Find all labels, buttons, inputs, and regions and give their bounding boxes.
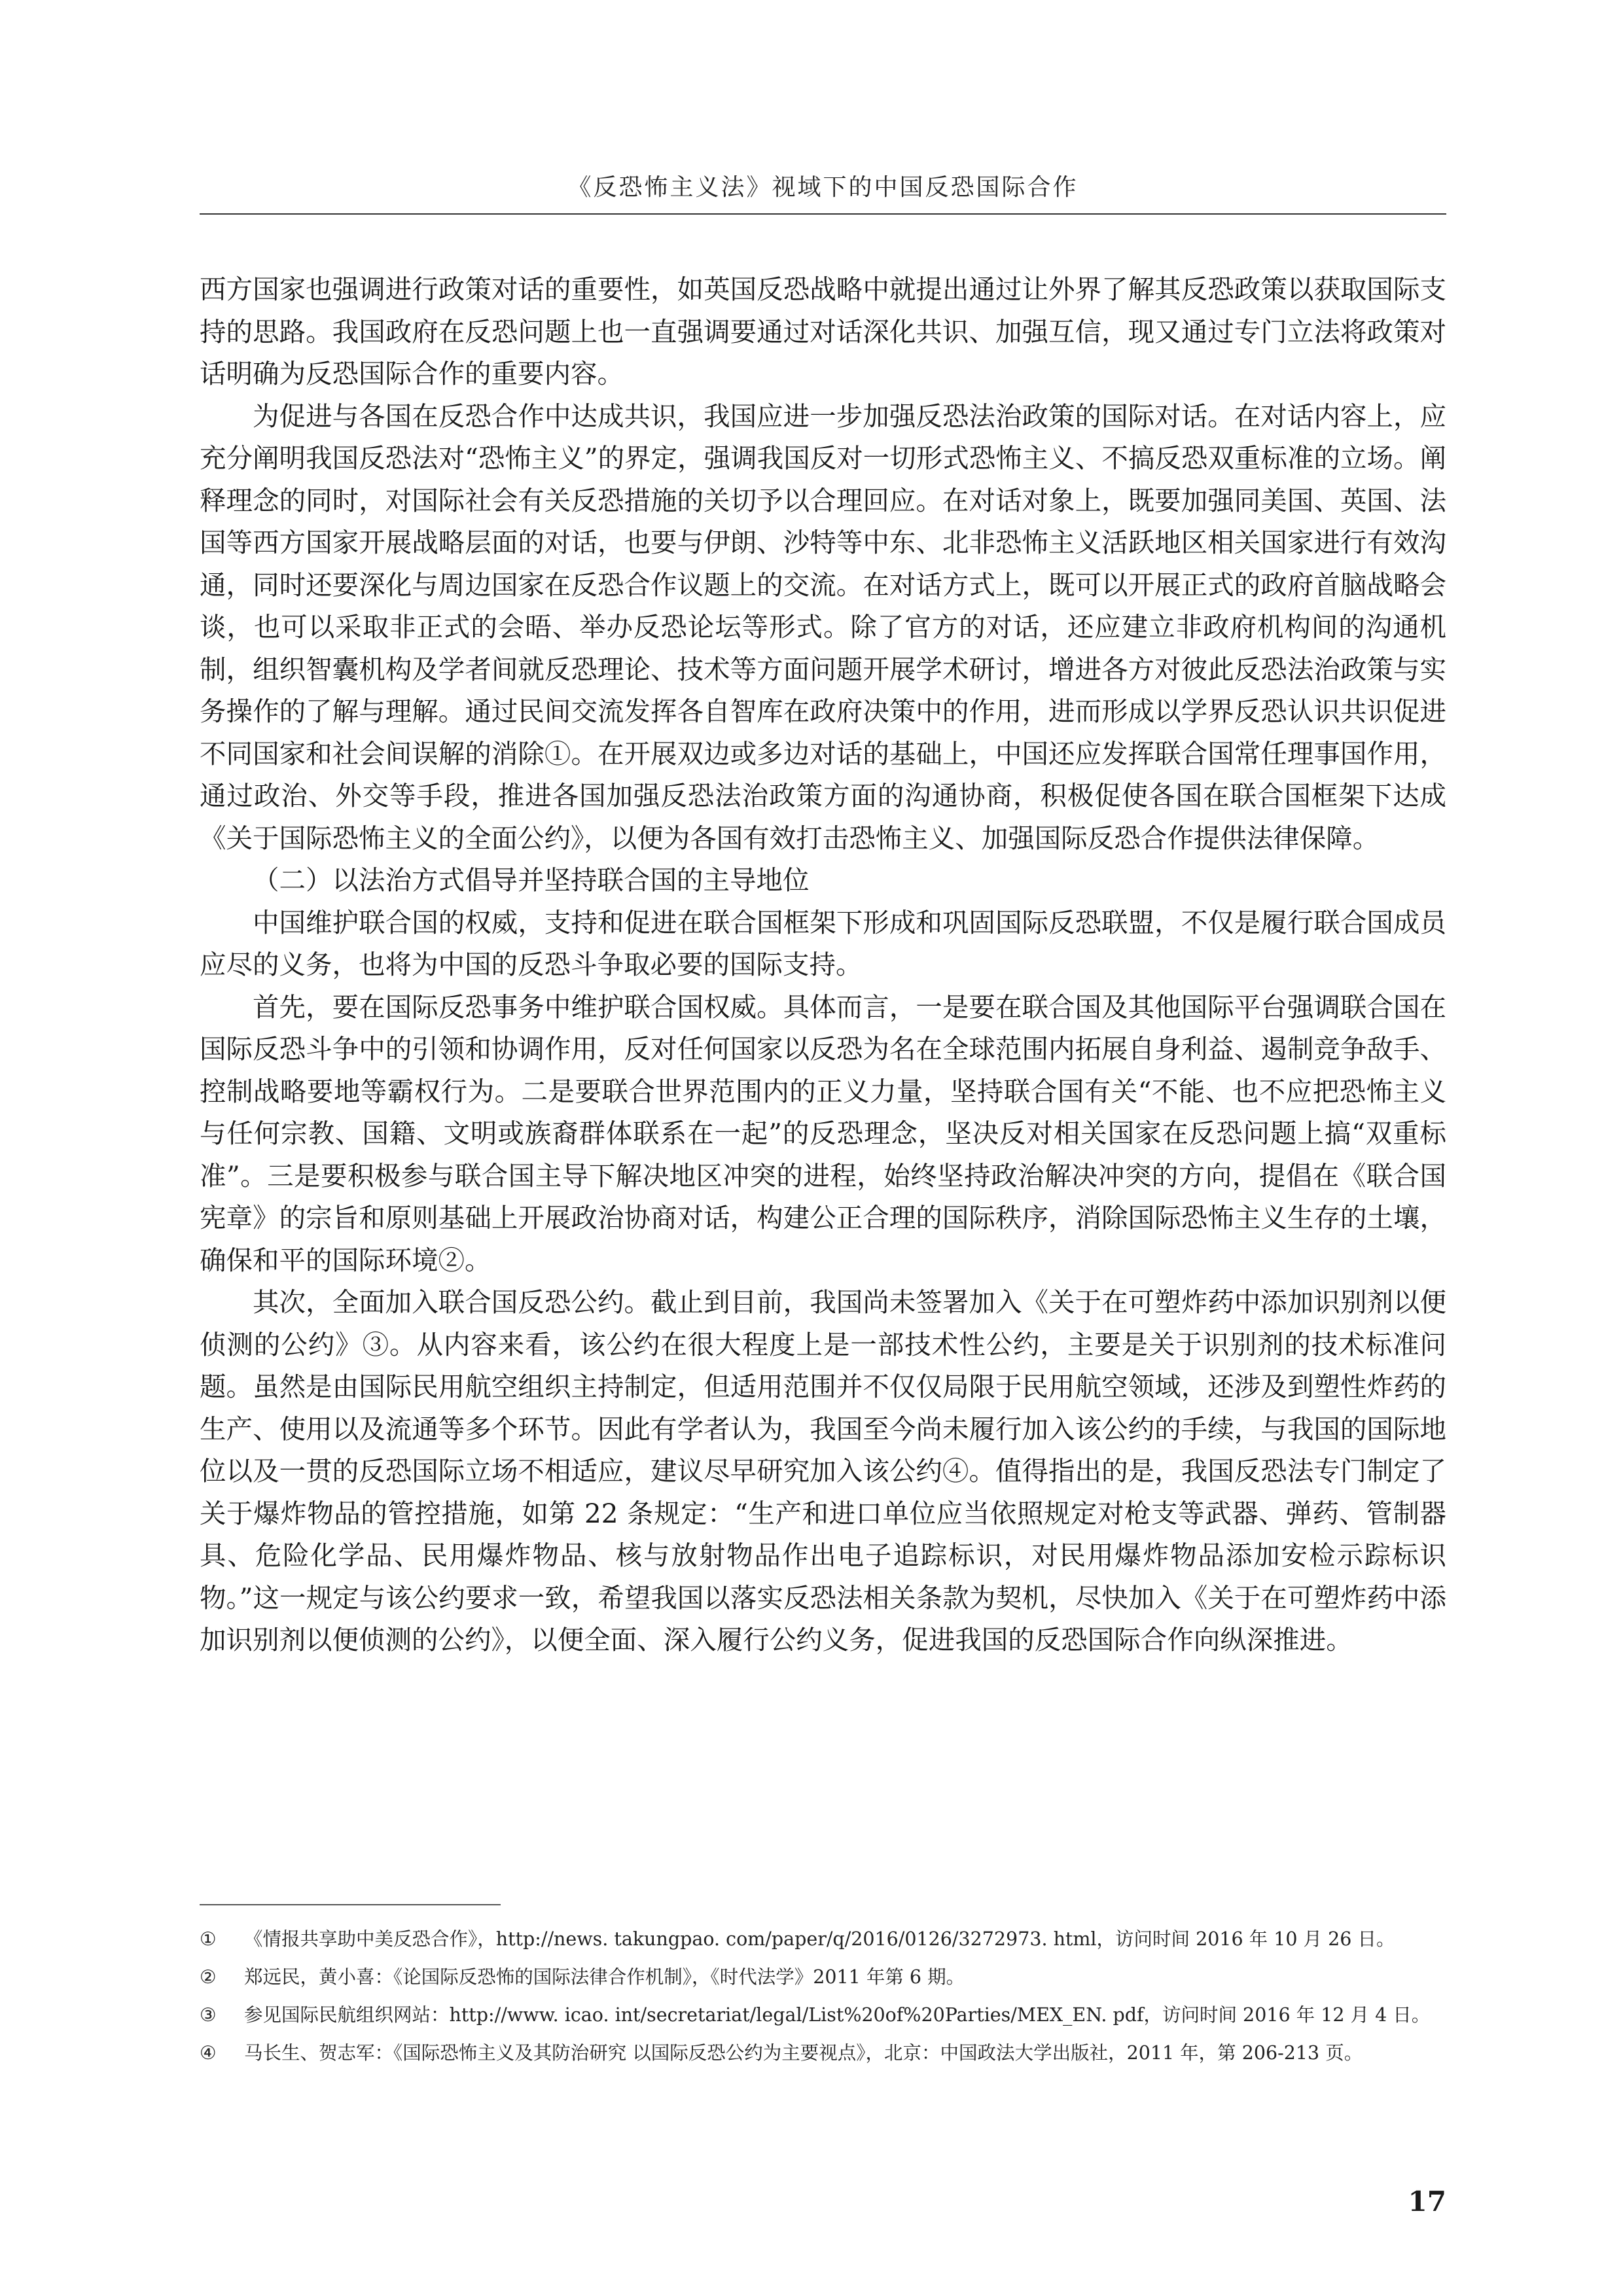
footnote-mark: ② bbox=[200, 1966, 217, 1988]
footnote bbox=[200, 1963, 1446, 1992]
footnote bbox=[200, 2001, 1446, 2030]
footnote-rule bbox=[200, 1904, 501, 1905]
footnote bbox=[200, 2039, 1446, 2068]
footnote-text: 《情报共享助中美反恐合作》，http://news. takungpao. com/paper/q/2016/0126/3272973. html，访问时间 2016 年 10 月 26 日。 bbox=[244, 1928, 1395, 1950]
footnote-mark: ④ bbox=[200, 2042, 217, 2064]
running-header: 《反恐怖主义法》视域下的中国反恐国际合作 bbox=[567, 174, 1079, 201]
footnote bbox=[200, 1925, 1446, 1954]
paragraph: 为促进与各国在反恐合作中达成共识，我国应进一步加强反恐法治政策的国际对话。在对话内容上，应充分阐明我国反恐法对“恐怖主义”的界定，强调我国反对一切形式恐怖主义、不搞反恐双重标准的立场。阐释理念的同时，对国际社会有关反恐措施的关切予以合理回应。在对话对象上，既要加强同美国、英国、法国等西方国家开展战略层面的对话，也要与伊朗、沙特等中东、北非恐怖主义活跃地区相关国家进行有效沟通，同时还要深化与周边国家在反恐合作议题上的交流。在对话方式上，既可以开展正式的政府首脑战略会谈，也可以采取非正式的会晤、举办反恐论坛等形式。除了官方的对话，还应建立非政府机构间的沟通机制，组织智囊机构及学者间就反恐理论、技术等方面问题开展学术研讨，增进各方对彼此反恐法治政策与实务操作的了解与理解。通过民间交流发挥各自智库在政府决策中的作用，进而形成以学界反恐认识共识促进不同国家和社会间误解的消除①。在开展双边或多边对话的基础上，中国还应发挥联合国常任理事国作用，通过政治、外交等手段，推进各国加强反恐法治政策方面的沟通协商，积极促使各国在联合国框架下达成《关于国际恐怖主义的全面公约》，以便为各国有效打击恐怖主义、加强国际反恐合作提供法律保障。 bbox=[200, 400, 1446, 854]
section-heading: （二）以法治方式倡导并坚持联合国的主导地位 bbox=[253, 864, 810, 896]
footnote-mark: ③ bbox=[200, 2004, 217, 2026]
page-number: 17 bbox=[1408, 2185, 1446, 2217]
footnote-mark: ① bbox=[200, 1928, 217, 1950]
header-rule bbox=[200, 213, 1446, 215]
paragraph: 其次，全面加入联合国反恐公约。截止到目前，我国尚未签署加入《关于在可塑炸药中添加识别剂以便侦测的公约》③。从内容来看，该公约在很大程度上是一部技术性公约，主要是关于识别剂的技术标准问题。虽然是由国际民用航空组织主持制定，但适用范围并不仅仅局限于民用航空领域，还涉及到塑性炸药的生产、使用以及流通等多个环节。因此有学者认为，我国至今尚未履行加入该公约的手续，与我国的国际地位以及一贯的反恐国际立场不相适应，建议尽早研究加入该公约④。值得指出的是，我国反恐法专门制定了关于爆炸物品的管控措施，如第 22 条规定：“生产和进口单位应当依照规定对枪支等武器、弹药、管制器具、危险化学品、民用爆炸物品、核与放射物品作出电子追踪标识，对民用爆炸物品添加安检示踪标识物。”这一规定与该公约要求一致，希望我国以落实反恐法相关条款为契机，尽快加入《关于在可塑炸药中添加识别剂以便侦测的公约》，以便全面、深入履行公约义务，促进我国的反恐国际合作向纵深推进。 bbox=[200, 1286, 1446, 1655]
paragraph: 首先，要在国际反恐事务中维护联合国权威。具体而言，一是要在联合国及其他国际平台强调联合国在国际反恐斗争中的引领和协调作用，反对任何国家以反恐为名在全球范围内拓展自身利益、遏制竞争敌手、控制战略要地等霸权行为。二是要联合世界范围内的正义力量，坚持联合国有关“不能、也不应把恐怖主义与任何宗教、国籍、文明或族裔群体联系在一起”的反恐理念，坚决反对相关国家在反恐问题上搞“双重标准”。三是要积极参与联合国主导下解决地区冲突的进程，始终坚持政治解决冲突的方向，提倡在《联合国宪章》的宗旨和原则基础上开展政治协商对话，构建公正合理的国际秩序，消除国际恐怖主义生存的土壤，确保和平的国际环境②。 bbox=[200, 991, 1446, 1276]
paragraph: 中国维护联合国的权威，支持和促进在联合国框架下形成和巩固国际反恐联盟，不仅是履行联合国成员应尽的义务，也将为中国的反恐斗争取必要的国际支持。 bbox=[200, 906, 1446, 980]
body-text bbox=[200, 268, 1446, 1661]
paragraph: 西方国家也强调进行政策对话的重要性，如英国反恐战略中就提出通过让外界了解其反恐政策以获取国际支持的思路。我国政府在反恐问题上也一直强调要通过对话深化共识、加强互信，现又通过专门立法将政策对话明确为反恐国际合作的重要内容。 bbox=[200, 274, 1446, 389]
footnote-text: 马长生、贺志军：《国际恐怖主义及其防治研究 以国际反恐公约为主要视点》，北京：中国政法大学出版社，2011 年，第 206-213 页。 bbox=[244, 2042, 1363, 2064]
footnote-text: 参见国际民航组织网站：http://www. icao. int/secretariat/legal/List%20of%20Parties/MEX_EN. pdf，访问时间 2016 年 12 月 4 日。 bbox=[244, 2004, 1431, 2026]
footnote-text: 郑远民，黄小喜：《论国际反恐怖的国际法律合作机制》，《时代法学》2011 年第 6 期。 bbox=[244, 1966, 965, 1988]
footnotes bbox=[200, 1925, 1446, 2077]
